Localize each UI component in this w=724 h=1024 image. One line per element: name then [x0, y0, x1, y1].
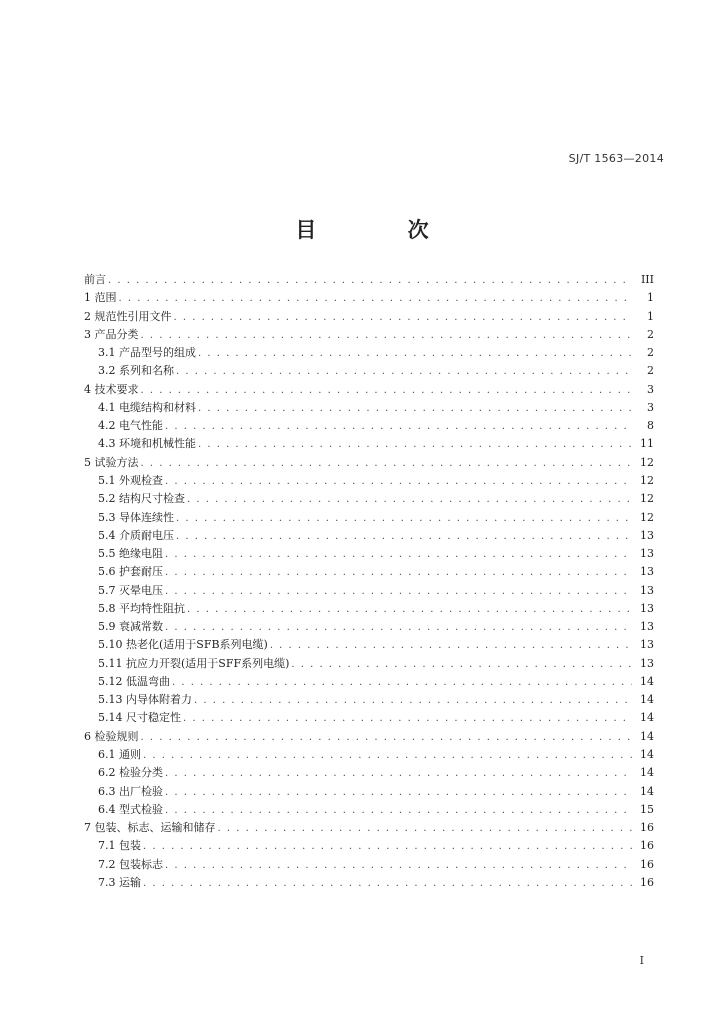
- toc-entry-page: 16: [640, 839, 654, 853]
- toc-entry[interactable]: [98, 656, 654, 672]
- toc-entry[interactable]: [98, 510, 654, 526]
- toc-leader-dots: [165, 803, 632, 819]
- toc-entry-page: 16: [640, 875, 654, 889]
- toc-leader-dots: [198, 437, 632, 453]
- toc-entry-label: 5.5 绝缘电阻: [98, 547, 163, 561]
- toc-leader-dots: [183, 711, 632, 727]
- toc-entry-label: 7.3 运输: [98, 875, 141, 889]
- toc-entry-page: 3: [647, 400, 654, 414]
- toc-entry[interactable]: [98, 692, 654, 708]
- toc-leader-dots: [165, 419, 632, 435]
- toc-entry-label: 3.1 产品型号的组成: [98, 346, 196, 360]
- toc-entry-label: 5 试验方法: [84, 455, 139, 469]
- toc-leader-dots: [218, 821, 633, 837]
- toc-entry-page: 13: [640, 547, 654, 561]
- toc-entry-page: 16: [640, 821, 654, 835]
- toc-leader-dots: [141, 328, 633, 344]
- toc-leader-dots: [141, 456, 633, 472]
- toc-entry-label: 4 技术要求: [84, 382, 139, 396]
- toc-entry-page: 15: [640, 802, 654, 816]
- toc-entry-page: 3: [647, 382, 654, 396]
- toc-leader-dots: [143, 839, 632, 855]
- toc-leader-dots: [187, 492, 632, 508]
- toc-entry-page: 14: [640, 748, 654, 762]
- toc-entry[interactable]: [98, 710, 654, 726]
- toc-entry[interactable]: [98, 528, 654, 544]
- toc-leader-dots: [165, 620, 632, 636]
- toc-entry[interactable]: [98, 491, 654, 507]
- toc-entry-label: 3 产品分类: [84, 327, 139, 341]
- toc-entry[interactable]: [98, 765, 654, 781]
- toc-entry-label: 6.2 检验分类: [98, 766, 163, 780]
- toc-entry-page: 14: [640, 711, 654, 725]
- toc-entry-page: 12: [640, 455, 654, 469]
- toc-leader-dots: [270, 638, 632, 654]
- toc-entry-page: 1: [647, 291, 654, 305]
- toc-leader-dots: [176, 529, 632, 545]
- toc-entry[interactable]: [98, 674, 654, 690]
- toc-entry[interactable]: [98, 400, 654, 416]
- toc-entry[interactable]: [98, 601, 654, 617]
- toc-entry[interactable]: [84, 382, 654, 398]
- toc-entry-label: 7.2 包装标志: [98, 857, 163, 871]
- toc-leader-dots: [165, 474, 632, 490]
- toc-entry[interactable]: [84, 290, 654, 306]
- toc-entry[interactable]: [98, 747, 654, 763]
- toc-entry-page: 11: [640, 437, 654, 451]
- toc-entry-label: 3.2 系列和名称: [98, 364, 174, 378]
- toc-entry-label: 1 范围: [84, 291, 117, 305]
- toc-leader-dots: [291, 657, 632, 673]
- toc-leader-dots: [165, 766, 632, 782]
- toc-entry-label: 6 检验规则: [84, 729, 139, 743]
- toc-entry-page: 2: [647, 327, 654, 341]
- toc-entry-label: 5.10 热老化(适用于SFB系列电缆): [98, 638, 268, 652]
- toc-entry-label: 4.3 环境和机械性能: [98, 437, 196, 451]
- toc-entry-label: 6.4 型式检验: [98, 802, 163, 816]
- toc-entry-page: 1: [647, 309, 654, 323]
- toc-leader-dots: [165, 547, 632, 563]
- toc-leader-dots: [198, 346, 632, 362]
- toc-entry-page: 13: [640, 601, 654, 615]
- toc-leader-dots: [176, 511, 632, 527]
- toc-entry-page: 14: [640, 674, 654, 688]
- toc-entry-page: 14: [640, 693, 654, 707]
- toc-entry[interactable]: [98, 583, 654, 599]
- toc-entry-page: 13: [640, 528, 654, 542]
- toc-entry[interactable]: [98, 363, 654, 379]
- toc-entry-page: 12: [640, 510, 654, 524]
- toc-entry-page: 14: [640, 784, 654, 798]
- toc-entry[interactable]: [98, 838, 654, 854]
- toc-entry[interactable]: [84, 272, 654, 288]
- toc-entry-label: 前言: [84, 273, 106, 286]
- toc-entry[interactable]: [98, 418, 654, 434]
- toc-entry-label: 5.14 尺寸稳定性: [98, 711, 181, 725]
- toc-entry[interactable]: [98, 784, 654, 800]
- toc-entry-label: 4.2 电气性能: [98, 419, 163, 433]
- toc-entry-page: 14: [640, 729, 654, 743]
- toc-entry-label: 4.1 电缆结构和材料: [98, 400, 196, 414]
- toc-entry-label: 5.9 衰减常数: [98, 620, 163, 634]
- toc-leader-dots: [165, 565, 632, 581]
- toc-leader-dots: [198, 401, 632, 417]
- toc-leader-dots: [187, 602, 632, 618]
- toc-entry-label: 5.7 灭晕电压: [98, 583, 163, 597]
- toc-entry-page: 13: [640, 565, 654, 579]
- toc-entry-label: 6.3 出厂检验: [98, 784, 163, 798]
- toc-entry[interactable]: [98, 564, 654, 580]
- toc-leader-dots: [143, 748, 632, 764]
- toc-entry[interactable]: [98, 637, 654, 653]
- toc-entry[interactable]: [98, 436, 654, 452]
- toc-entry-label: 5.4 介质耐电压: [98, 528, 174, 542]
- toc-entry-page: 16: [640, 857, 654, 871]
- toc-entry-page: 13: [640, 620, 654, 634]
- toc-leader-dots: [165, 785, 632, 801]
- toc-leader-dots: [174, 310, 633, 326]
- page-title: 目 次: [295, 218, 471, 242]
- toc-leader-dots: [141, 383, 633, 399]
- document-code: SJ/T 1563—2014: [568, 152, 664, 165]
- toc-entry-label: 5.13 内导体附着力: [98, 693, 192, 707]
- toc-entry-page: 12: [640, 473, 654, 487]
- toc-entry[interactable]: [84, 455, 654, 471]
- toc-entry-page: 13: [640, 583, 654, 597]
- toc-entry-label: 5.12 低温弯曲: [98, 674, 170, 688]
- toc-entry-page: 12: [640, 492, 654, 506]
- toc-entry-label: 7.1 包装: [98, 839, 141, 853]
- page-number: I: [639, 954, 644, 967]
- toc-leader-dots: [119, 291, 633, 307]
- toc-entry-page: 13: [640, 638, 654, 652]
- toc-entry[interactable]: [98, 802, 654, 818]
- toc-leader-dots: [176, 364, 632, 380]
- toc-entry-label: 5.2 结构尺寸检查: [98, 492, 185, 506]
- toc-entry-page: III: [640, 273, 654, 286]
- toc-entry-label: 5.11 抗应力开裂(适用于SFF系列电缆): [98, 656, 290, 670]
- toc-entry-page: 14: [640, 766, 654, 780]
- toc-entry[interactable]: [98, 546, 654, 562]
- toc-entry-label: 6.1 通则: [98, 748, 141, 762]
- toc-leader-dots: [165, 858, 632, 874]
- toc-entry-page: 8: [647, 419, 654, 433]
- toc-entry-label: 2 规范性引用文件: [84, 309, 172, 323]
- toc-leader-dots: [194, 693, 632, 709]
- toc-leader-dots: [172, 675, 632, 691]
- toc-entry[interactable]: [84, 309, 654, 325]
- toc-entry-label: 7 包装、标志、运输和储存: [84, 821, 216, 835]
- toc-entry-label: 5.3 导体连续性: [98, 510, 174, 524]
- toc-entry[interactable]: [98, 345, 654, 361]
- toc-entry-label: 5.6 护套耐压: [98, 565, 163, 579]
- toc-leader-dots: [141, 730, 633, 746]
- toc-entry[interactable]: [98, 875, 654, 891]
- toc-leader-dots: [143, 876, 632, 892]
- toc-entry[interactable]: [98, 857, 654, 873]
- toc-entry-label: 5.8 平均特性阻抗: [98, 601, 185, 615]
- toc-entry[interactable]: [84, 327, 654, 343]
- toc-entry[interactable]: [98, 619, 654, 635]
- toc-entry-page: 13: [640, 656, 654, 670]
- toc-entry-page: 2: [647, 346, 654, 360]
- toc-entry-page: 2: [647, 364, 654, 378]
- toc-entry[interactable]: [98, 473, 654, 489]
- toc-leader-dots: [165, 584, 632, 600]
- toc-entry[interactable]: [84, 729, 654, 745]
- toc-leader-dots: [108, 273, 632, 289]
- toc-entry-label: 5.1 外观检查: [98, 473, 163, 487]
- toc-entry[interactable]: [84, 820, 654, 836]
